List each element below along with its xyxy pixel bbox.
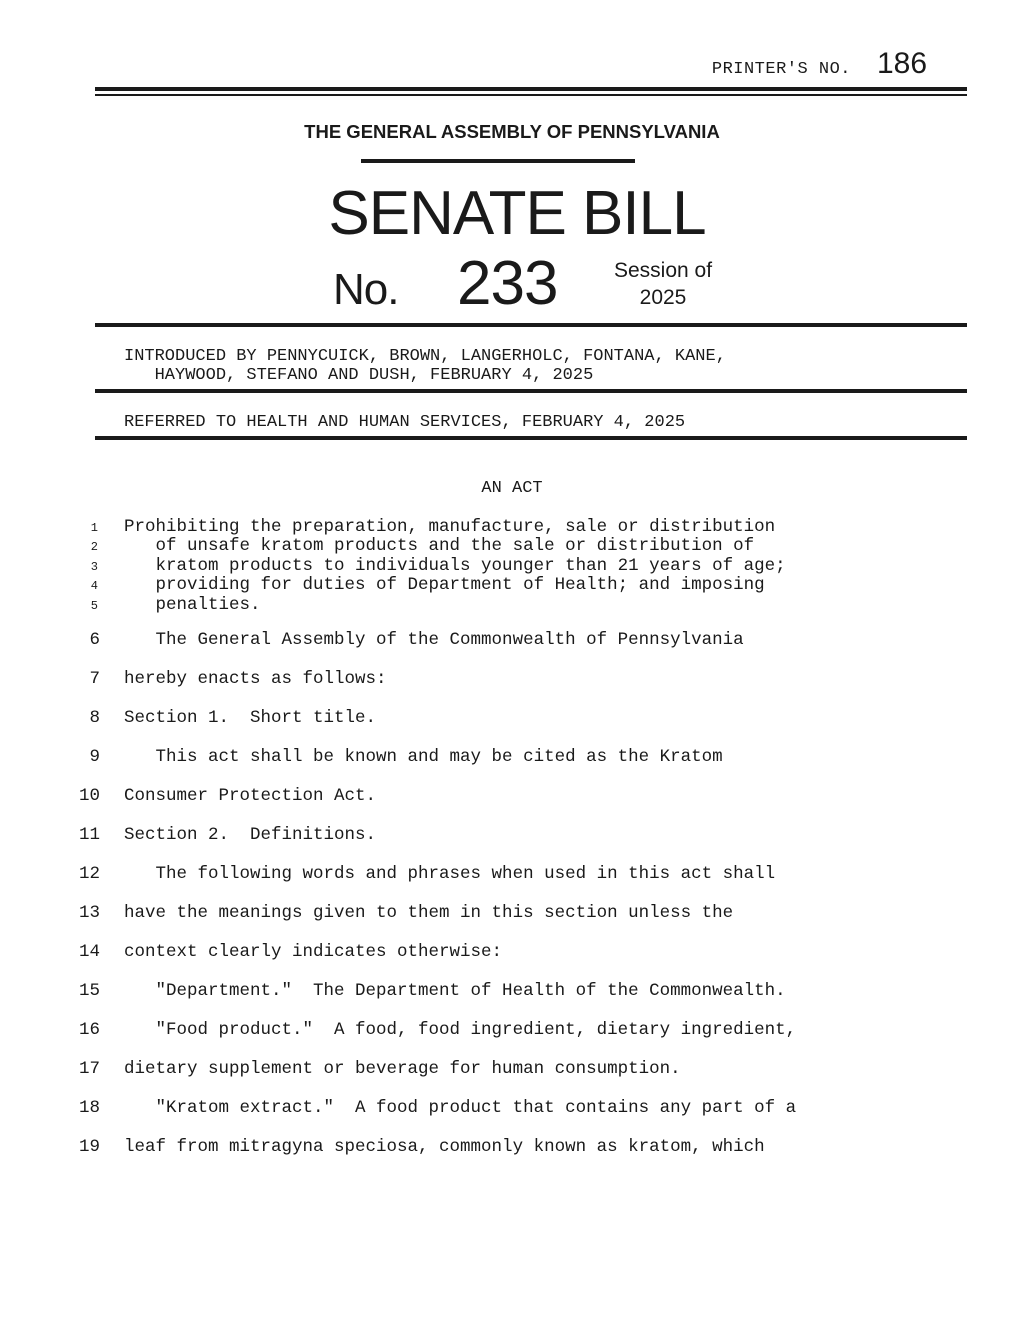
title-line: providing for duties of Department of Health; and imposing [124, 575, 765, 595]
session-year: 2025 [639, 286, 687, 309]
line-number: 15 [78, 981, 100, 1001]
bill-number-label: No. [333, 265, 399, 314]
body-line: Section 1. Short title. [124, 708, 377, 728]
an-act-heading: AN ACT [481, 479, 543, 498]
line-number: 18 [78, 1098, 100, 1118]
body-line: dietary supplement or beverage for human consumption. [124, 1059, 681, 1079]
body-line: "Kratom extract." A food product that contains any part of a [124, 1098, 797, 1118]
line-number: 7 [89, 669, 100, 689]
line-number: 17 [78, 1059, 100, 1079]
introduced-line-1: INTRODUCED BY PENNYCUICK, BROWN, LANGERHOLC, FONTANA, KANE, [124, 347, 726, 366]
introduced-line-2: HAYWOOD, STEFANO AND DUSH, FEBRUARY 4, 2025 [124, 366, 594, 385]
title-line: kratom products to individuals younger than 21 years of age; [124, 556, 786, 576]
session-label: Session of [613, 259, 713, 282]
line-number: 16 [78, 1020, 100, 1040]
line-number: 12 [78, 864, 100, 884]
body-line: "Department." The Department of Health of the Commonwealth. [124, 981, 786, 1001]
title-line: penalties. [124, 595, 261, 615]
body-line: leaf from mitragyna speciosa, commonly known as kratom, which [124, 1137, 765, 1157]
body-line: The General Assembly of the Commonwealth of Pennsylvania [124, 630, 744, 650]
line-number: 5 [90, 599, 98, 613]
assembly-underline [361, 159, 635, 163]
line-number: 14 [78, 942, 100, 962]
body-line: This act shall be known and may be cited as the Kratom [124, 747, 723, 767]
line-number: 9 [89, 747, 100, 767]
body-line: have the meanings given to them in this section unless the [124, 903, 734, 923]
session-info [607, 257, 719, 311]
line-number: 6 [89, 630, 100, 650]
rule-above-intro [95, 323, 967, 327]
assembly-heading: THE GENERAL ASSEMBLY OF PENNSYLVANIA [304, 121, 720, 142]
top-rule-lower [95, 94, 967, 96]
line-number: 2 [90, 540, 98, 554]
top-rule-upper [95, 87, 967, 91]
line-number: 19 [78, 1137, 100, 1157]
title-line: of unsafe kratom products and the sale or distribution of [124, 536, 755, 556]
line-number: 13 [78, 903, 100, 923]
body-line: context clearly indicates otherwise: [124, 942, 503, 962]
introduced-by [124, 347, 726, 385]
rule-below-referred [95, 436, 967, 440]
line-number: 4 [90, 579, 98, 593]
body-line: Consumer Protection Act. [124, 786, 377, 806]
rule-below-intro [95, 389, 967, 393]
bill-number: 233 [457, 249, 558, 318]
printer-number: 186 [877, 47, 928, 80]
line-number: 11 [78, 825, 100, 845]
printer-number-label: PRINTER'S NO. [711, 60, 851, 79]
line-number: 3 [90, 560, 98, 574]
line-number: 10 [78, 786, 100, 806]
body-line: "Food product." A food, food ingredient, dietary ingredient, [124, 1020, 797, 1040]
body-line: The following words and phrases when used in this act shall [124, 864, 776, 884]
body-line: hereby enacts as follows: [124, 669, 387, 689]
body-line: Section 2. Definitions. [124, 825, 377, 845]
line-number: 8 [89, 708, 100, 728]
bill-type-title: SENATE BILL [328, 179, 706, 248]
referred-to: REFERRED TO HEALTH AND HUMAN SERVICES, FEBRUARY 4, 2025 [124, 413, 686, 432]
title-line: Prohibiting the preparation, manufacture, sale or distribution [124, 517, 776, 537]
line-number: 1 [90, 521, 98, 535]
